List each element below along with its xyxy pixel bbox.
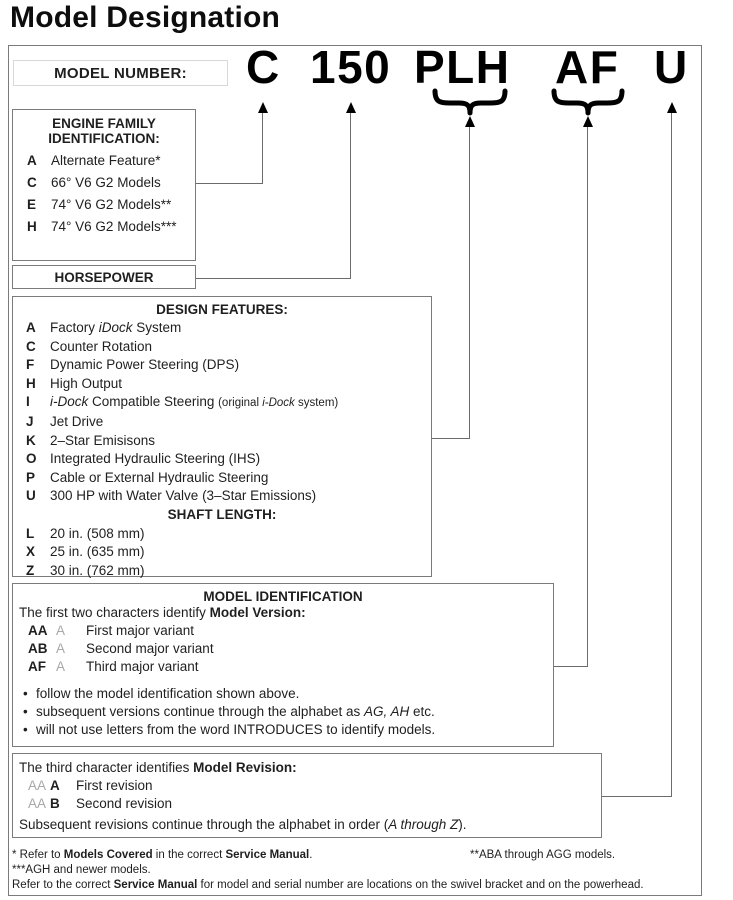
footnote-agh-newer: ***AGH and newer models. (12, 864, 151, 876)
footnote-service-manual: Refer to the correct Service Manual for model and serial number are locations on the swivel bracket and on the powerhead. (12, 879, 644, 891)
design-connector-vline (469, 127, 470, 439)
revision-connector-hline (602, 796, 672, 797)
model-segment-engine-family: C (246, 41, 281, 93)
design-features-heading: DESIGN FEATURES: (156, 302, 288, 317)
table-row: AB A Second major variant (28, 641, 214, 656)
engine-family-box (12, 109, 196, 261)
model-identification-bullets (13, 685, 553, 739)
table-row: H 74° V6 G2 Models*** (27, 219, 177, 234)
model-number-label: MODEL NUMBER: (54, 64, 187, 82)
model-segment-horsepower: 150 (310, 41, 392, 93)
table-row: AA A First major variant (28, 623, 195, 638)
engine-up-arrow-icon (258, 102, 268, 113)
model-segment-revision: U (654, 41, 689, 93)
plh-underbrace-icon (431, 88, 509, 116)
model-revision-intro: The third character identifies Model Revision: (19, 760, 297, 775)
engine-family-heading-line1: ENGINE FAMILY (52, 116, 156, 131)
shaft-length-rows (13, 525, 431, 581)
table-row: AA A First revision (28, 778, 153, 793)
table-row: C 66° V6 G2 Models (27, 175, 161, 190)
model-number-label-box (13, 60, 228, 86)
table-row: I i-Dock Compatible Steering (original i-Dock system) (26, 394, 339, 410)
design-up-arrow-icon (465, 116, 475, 127)
table-row: • follow the model identification shown above. (23, 686, 300, 701)
table-row: • subsequent versions continue through the alphabet as AG, AH etc. (23, 704, 435, 719)
horsepower-label: HORSEPOWER (54, 269, 154, 285)
table-row: AA B Second revision (28, 796, 173, 811)
table-row: K 2–Star Emisisons (26, 432, 156, 448)
table-row: X 25 in. (635 mm) (26, 544, 145, 560)
revision-up-arrow-icon (667, 102, 677, 113)
table-row: F Dynamic Power Steering (DPS) (26, 357, 240, 373)
engine-family-rows (13, 150, 195, 238)
table-row: O Integrated Hydraulic Steering (IHS) (26, 451, 261, 467)
model-segment-design-features: PLH (414, 41, 511, 93)
engine-connector-hline (196, 183, 263, 184)
table-row: AF A Third major variant (28, 659, 199, 674)
design-features-box (12, 296, 432, 577)
model-id-connector-vline (587, 127, 588, 667)
model-revision-box (12, 753, 602, 838)
design-features-rows (13, 319, 431, 506)
revision-connector-vline (671, 113, 672, 797)
model-identification-heading: MODEL IDENTIFICATION (203, 589, 363, 604)
model-identification-box (12, 583, 554, 747)
engine-family-heading-line2: IDENTIFICATION: (48, 131, 160, 146)
model-id-up-arrow-icon (583, 116, 593, 127)
model-revision-rows (13, 777, 601, 813)
model-identification-intro: The first two characters identify Model Version: (19, 605, 306, 620)
horsepower-connector-vline (350, 113, 351, 278)
engine-connector-vline (262, 113, 263, 183)
horsepower-up-arrow-icon (346, 102, 356, 113)
table-row: Z 30 in. (762 mm) (26, 562, 145, 578)
model-segment-model-version: AF (555, 41, 620, 93)
table-row: P Cable or External Hydraulic Steering (26, 469, 269, 485)
table-row: • will not use letters from the word INTRODUCES to identify models. (23, 722, 436, 737)
model-revision-note: Subsequent revisions continue through the alphabet in order (A through Z). (19, 817, 467, 832)
table-row: A Factory iDock System (26, 320, 182, 335)
table-row: H High Output (26, 375, 123, 391)
model-version-rows (13, 622, 553, 676)
design-connector-hline (432, 438, 470, 439)
table-row: C Counter Rotation (26, 338, 153, 354)
table-row: E 74° V6 G2 Models** (27, 197, 172, 212)
page-title: Model Designation (10, 1, 281, 34)
model-id-connector-hline (554, 666, 588, 667)
footnote-models-covered: * Refer to Models Covered in the correct Service Manual. (12, 849, 313, 861)
table-row: L 20 in. (508 mm) (26, 525, 145, 541)
table-row: U 300 HP with Water Valve (3–Star Emissions) (26, 488, 317, 504)
footnote-aba-agg: **ABA through AGG models. (470, 849, 616, 861)
horsepower-box (12, 265, 196, 289)
table-row: J Jet Drive (26, 413, 104, 429)
af-underbrace-icon (550, 88, 626, 116)
table-row: A Alternate Feature* (27, 153, 161, 168)
shaft-length-heading: SHAFT LENGTH: (167, 506, 277, 522)
horsepower-connector-hline (196, 278, 351, 279)
